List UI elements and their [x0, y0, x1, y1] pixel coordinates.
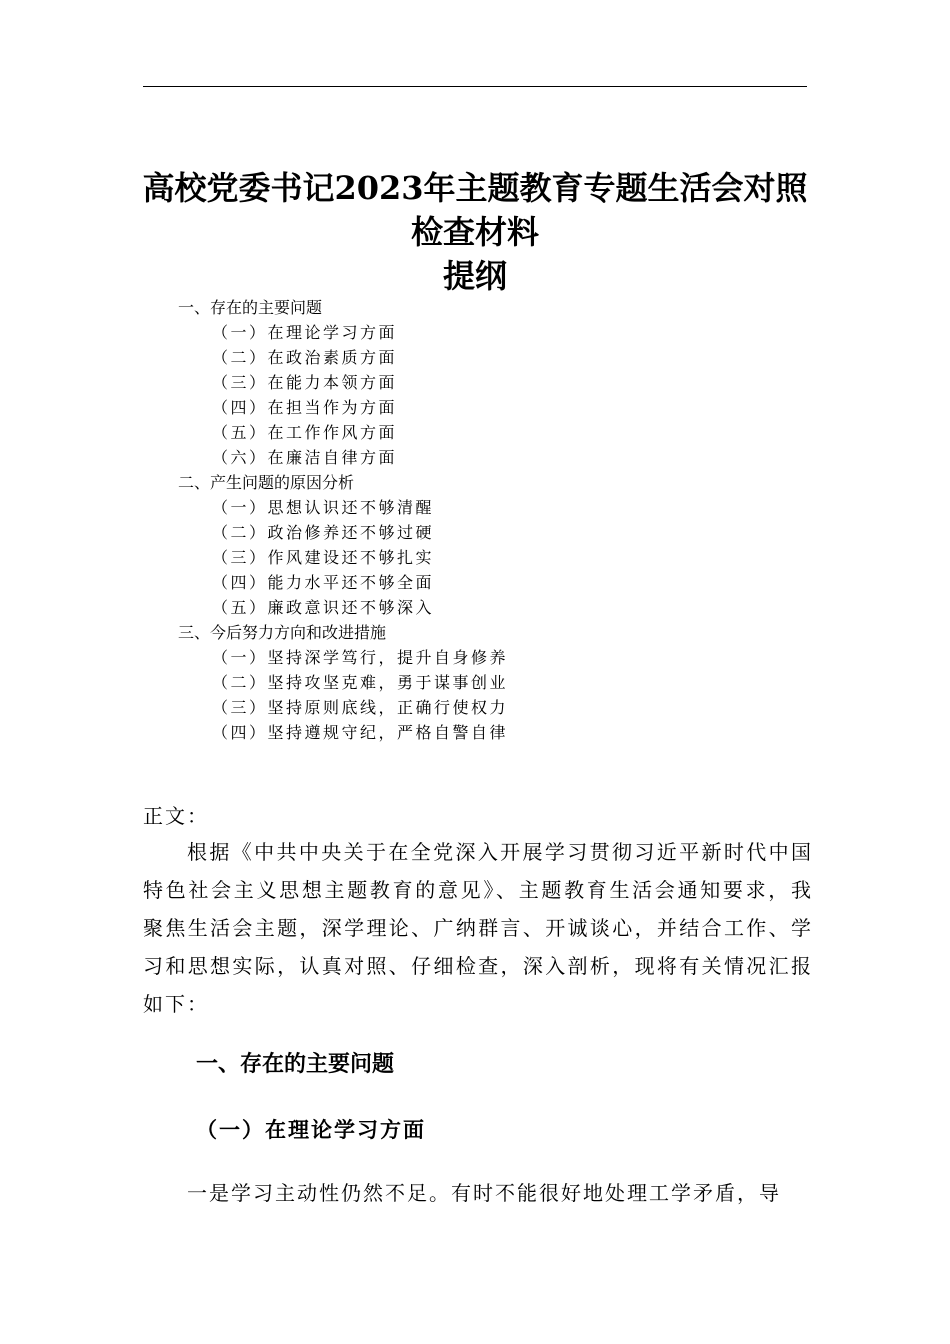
outline-heading-1: 一、存在的主要问题 — [178, 298, 323, 317]
subsection-heading: （一）在理论学习方面 — [196, 1117, 426, 1142]
outline-title: 提纲 — [442, 257, 507, 295]
outline-item: （三）作风建设还不够扎实 — [212, 548, 435, 567]
outline-item: （四）在担当作为方面 — [212, 398, 398, 417]
outline-item: （三）坚持原则底线，正确行使权力 — [212, 698, 509, 717]
body-label: 正文： — [143, 804, 209, 828]
outline-item: （一）在理论学习方面 — [212, 323, 398, 342]
outline-item: （五）在工作作风方面 — [212, 423, 398, 442]
outline-item: （四）能力水平还不够全面 — [212, 573, 435, 592]
outline-heading-2: 二、产生问题的原因分析 — [178, 473, 355, 492]
outline-item: （四）坚持遵规守纪，严格自警自律 — [212, 723, 509, 742]
top-rule — [143, 86, 807, 87]
outline-item: （六）在廉洁自律方面 — [212, 448, 398, 467]
outline-item: （一）坚持深学笃行，提升自身修养 — [212, 648, 509, 667]
outline-item: （三）在能力本领方面 — [212, 373, 398, 392]
section-heading: 一、存在的主要问题 — [196, 1052, 395, 1077]
outline-heading-3: 三、今后努力方向和改进措施 — [178, 623, 387, 642]
outline-item: （二）政治修养还不够过硬 — [212, 523, 435, 542]
paragraph: 一是学习主动性仍然不足。有时不能很好地处理工学矛盾，导 — [187, 1181, 781, 1205]
outline-item: （二）坚持攻坚克难，勇于谋事创业 — [212, 673, 509, 692]
outline-item: （一）思想认识还不够清醒 — [212, 498, 435, 517]
document-title: 高校党委书记2023年主题教育专题生活会对照 — [142, 169, 808, 207]
outline-item: （五）廉政意识还不够深入 — [212, 598, 435, 617]
document-title-continued: 检查材料 — [410, 213, 539, 251]
outline-item: （二）在政治素质方面 — [212, 348, 398, 367]
intro-paragraph: 根据《中共中央关于在全党深入开展学习贯彻习近平新时代中国特色社会主义思想主题教育的意见》、主题教育生活会通知要求，我聚焦生活会主题，深学理论、广纳群言、开诚谈心，并结合工作、学习和思想实际，认真对照、仔细检查，深入剖析，现将有关情况汇报如下： — [143, 840, 813, 1016]
